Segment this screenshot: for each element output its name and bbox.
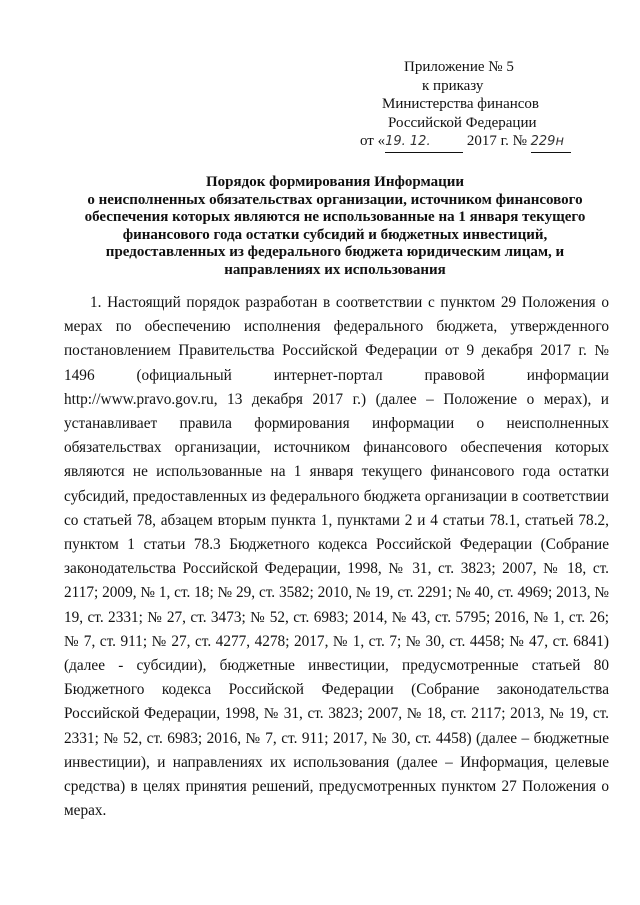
- to-order-label: к приказу: [422, 77, 484, 94]
- date-prefix: от «: [360, 133, 386, 149]
- title-line-4: финансового года остатки субсидий и бюджетных инвестиций,: [122, 226, 548, 243]
- title-line-5: предоставленных из федерального бюджета юридическим лицам, и: [105, 244, 565, 260]
- title-line-1: Порядок формирования Информации: [205, 174, 465, 190]
- order-date-line: [330, 132, 590, 153]
- document-body: [64, 291, 609, 823]
- title-line-2: о неисполненных обязательствах организации, источником финансового: [87, 191, 583, 208]
- appendix-number: Приложение № 5: [404, 59, 514, 75]
- date-field: [385, 132, 463, 153]
- number-handwritten: 229н: [530, 134, 564, 149]
- ministry-line-2: Российской Федерации: [388, 114, 537, 131]
- document-title: [60, 174, 610, 279]
- appendix-header: [330, 58, 590, 153]
- number-field: [531, 132, 571, 153]
- title-line-3: обеспечения которых являются не использованные на 1 января текущего: [84, 209, 586, 225]
- paragraph-1: 1. Настоящий порядок разработан в соответствии с пунктом 29 Положения о мерах по обеспечению исполнения федерального бюджета, утвержденного постановлением Правительства Российской Федерации от 9 декабря 2017 г. № 1496 (официальный интернет-портал правовой информации http://www.pravo.gov.ru, 13 декабря 2017 г.) (далее – Положение о мерах), и устанавливает правила формирования информации о неисполненных обязательствах организации, источником финансового обеспечения которых являются не использованные на 1 января текущего финансового года остатки субсидий, предоставленных из федерального бюджета организации в соответствии со статьей 78, абзацем вторым пункта 1, пунктами 2 и 4 статьи 78.1, статьей 78.2, пунктом 1 статьи 78.3 Бюджетного кодекса Российской Федерации (Собрание законодательства Российской Федерации, 1998, № 31, ст. 3823; 2007, № 18, ст. 2117; 2009, № 1, ст. 18; № 29, ст. 3582; 2010, № 19, ст. 2291; № 40, ст. 4969; 2013, № 19, ст. 2331; № 27, ст. 3473; № 52, ст. 6983; 2014, № 43, ст. 5795; 2016, № 1, ст. 26; № 7, ст. 911; № 27, ст. 4277, 4278; 2017, № 1, ст. 7; № 30, ст. 4458; № 47, ст. 6841) (далее - субсидии), бюджетные инвестиции, предусмотренные статьей 80 Бюджетного кодекса Российской Федерации (Собрание законодательства Российской Федерации, 1998, № 31, ст. 3823; 2007, № 18, ст. 2117; 2013, № 19, ст. 2331; № 52, ст. 6983; 2016, № 7, ст. 911; 2017, № 30, ст. 4458) (далее – бюджетные инвестиции), и направлениях их использования (далее – Информация, целевые средства) в целях принятия решений, предусмотренных пунктом 27 Положения о мерах.: [64, 294, 609, 820]
- title-line-6: направлениях их использования: [224, 261, 446, 278]
- date-year: 2017 г. №: [466, 133, 527, 149]
- ministry-line-1: Министерства финансов: [382, 96, 539, 112]
- date-handwritten: 19. 12.: [385, 134, 431, 149]
